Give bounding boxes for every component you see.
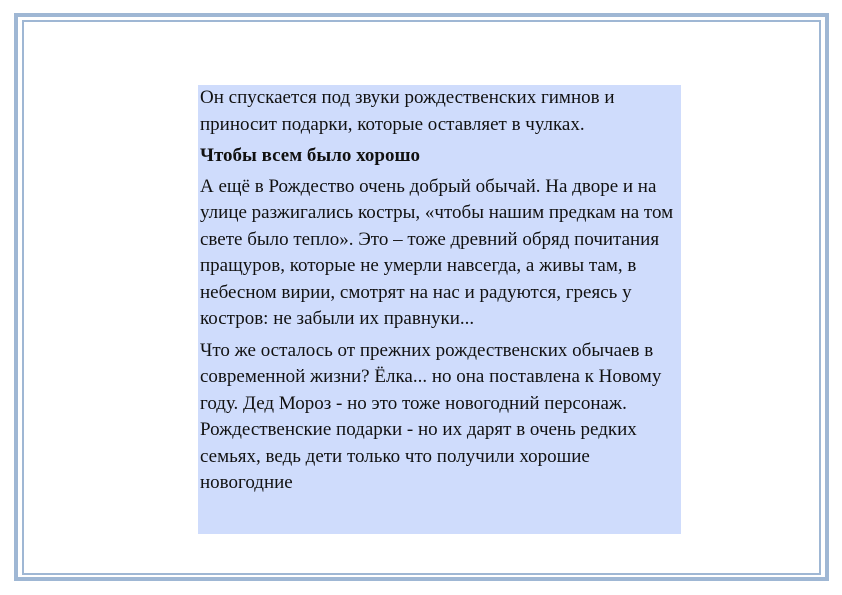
text-box [198,85,681,534]
section-heading: Чтобы всем было хорошо [200,145,421,166]
paragraph-bonfires: А ещё в Рождество очень добрый обычай. На дворе и на улице разжигались костры, «чтобы нашим предкам на том свете было тепло». Это – тоже древний обряд почитания пращуров, которые не умерли навсегда, а живы там, в небесном вирии, смотрят на нас и радуются, греясь у костров: не забыли их правнуки... [200,175,674,329]
paragraph-modern-customs: Что же осталось от прежних рождественских обычаев в современной жизни? Ёлка... но она поставлена к Новому году. Дед Мороз - но это тоже новогодний персонаж. Рождественские подарки - но их дарят в очень редких семьях, ведь дети только что получили хорошие новогодние [200,339,662,493]
paragraph-intro: Он спускается под звуки рождественских гимнов и приносит подарки, которые оставляет в чулках. [200,87,615,135]
